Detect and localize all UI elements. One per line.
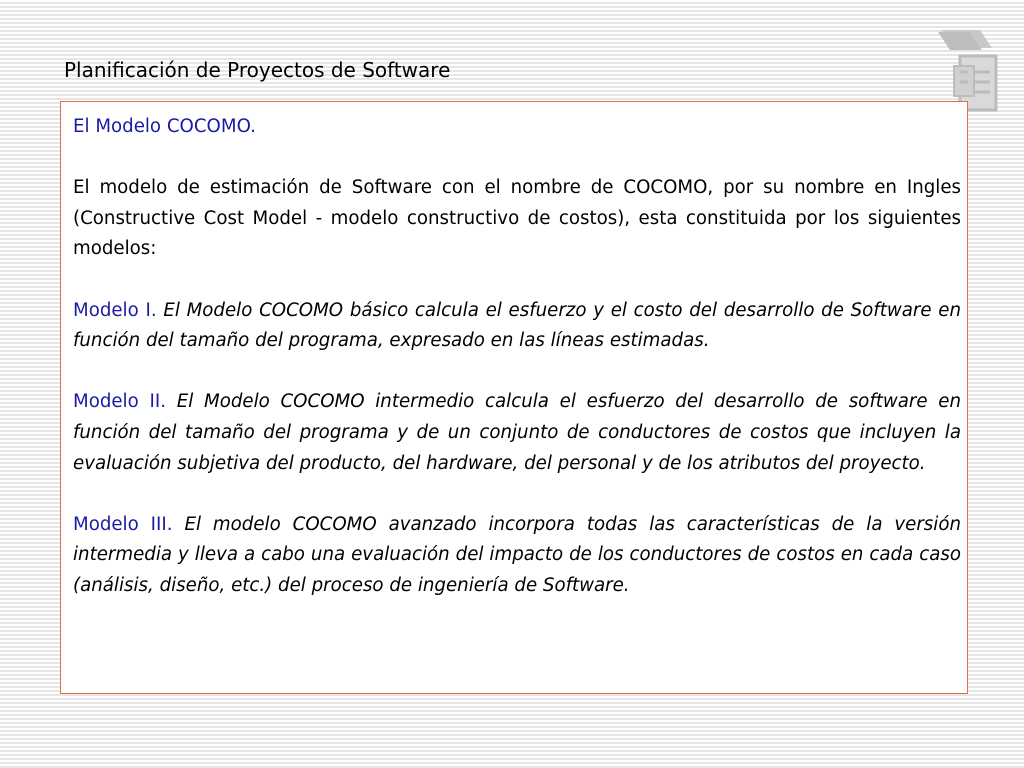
content-heading: El Modelo COCOMO. [73, 116, 256, 137]
model-1-paragraph: Modelo I. El Modelo COCOMO básico calcula el esfuerzo y el costo del desarrollo de Software en función del tamaño del programa, expresado en las líneas estimadas. [73, 299, 961, 352]
model-3-paragraph: Modelo III. El modelo COCOMO avanzado incorpora todas las características de la versión intermedia y lleva a cabo una evaluación del impacto de los conductores de costos en cada caso (análisis, diseño, etc.) del proceso de ingeniería de Software. [73, 513, 961, 596]
intro-paragraph: El modelo de estimación de Software con el nombre de COCOMO, por su nombre en Ingles (Constructive Cost Model - modelo constructivo de costos), esta constituida por los siguientes modelos: [73, 177, 961, 260]
model-1-label: Modelo I [73, 299, 151, 321]
spacer [73, 479, 961, 510]
model-2-label: Modelo II [73, 391, 161, 413]
model-3-description: El modelo COCOMO avanzado incorpora todas las características de la versión intermedia y lleva a cabo una evaluación del impacto de los conductores de costos en cada caso (análisis, diseño, etc.) del proceso de ingeniería de Software. [73, 513, 961, 596]
model-2-paragraph: Modelo II. El Modelo COCOMO intermedio calcula el esfuerzo del desarrollo de software en función del tamaño del programa y de un conjunto de conductores de costos que incluyen la evaluación subjetiva del producto, del hardware, del personal y de los atributos del proyecto. [73, 391, 961, 474]
spacer [73, 143, 961, 174]
model-2-description: El Modelo COCOMO intermedio calcula el esfuerzo del desarrollo de software en función del tamaño del programa y de un conjunto de conductores de costos que incluyen la evaluación subjetiva del producto, del hardware, del personal y de los atributos del proyecto. [73, 391, 961, 474]
model-1-description: El Modelo COCOMO básico calcula el esfuerzo y el costo del desarrollo de Software en función del tamaño del programa, expresado en las líneas estimadas. [73, 299, 961, 352]
spacer [73, 265, 961, 296]
content-box [60, 101, 968, 694]
spacer [73, 357, 961, 388]
slide-title: Planificación de Proyectos de Software [64, 58, 451, 82]
model-3-label: Modelo III [73, 513, 167, 535]
